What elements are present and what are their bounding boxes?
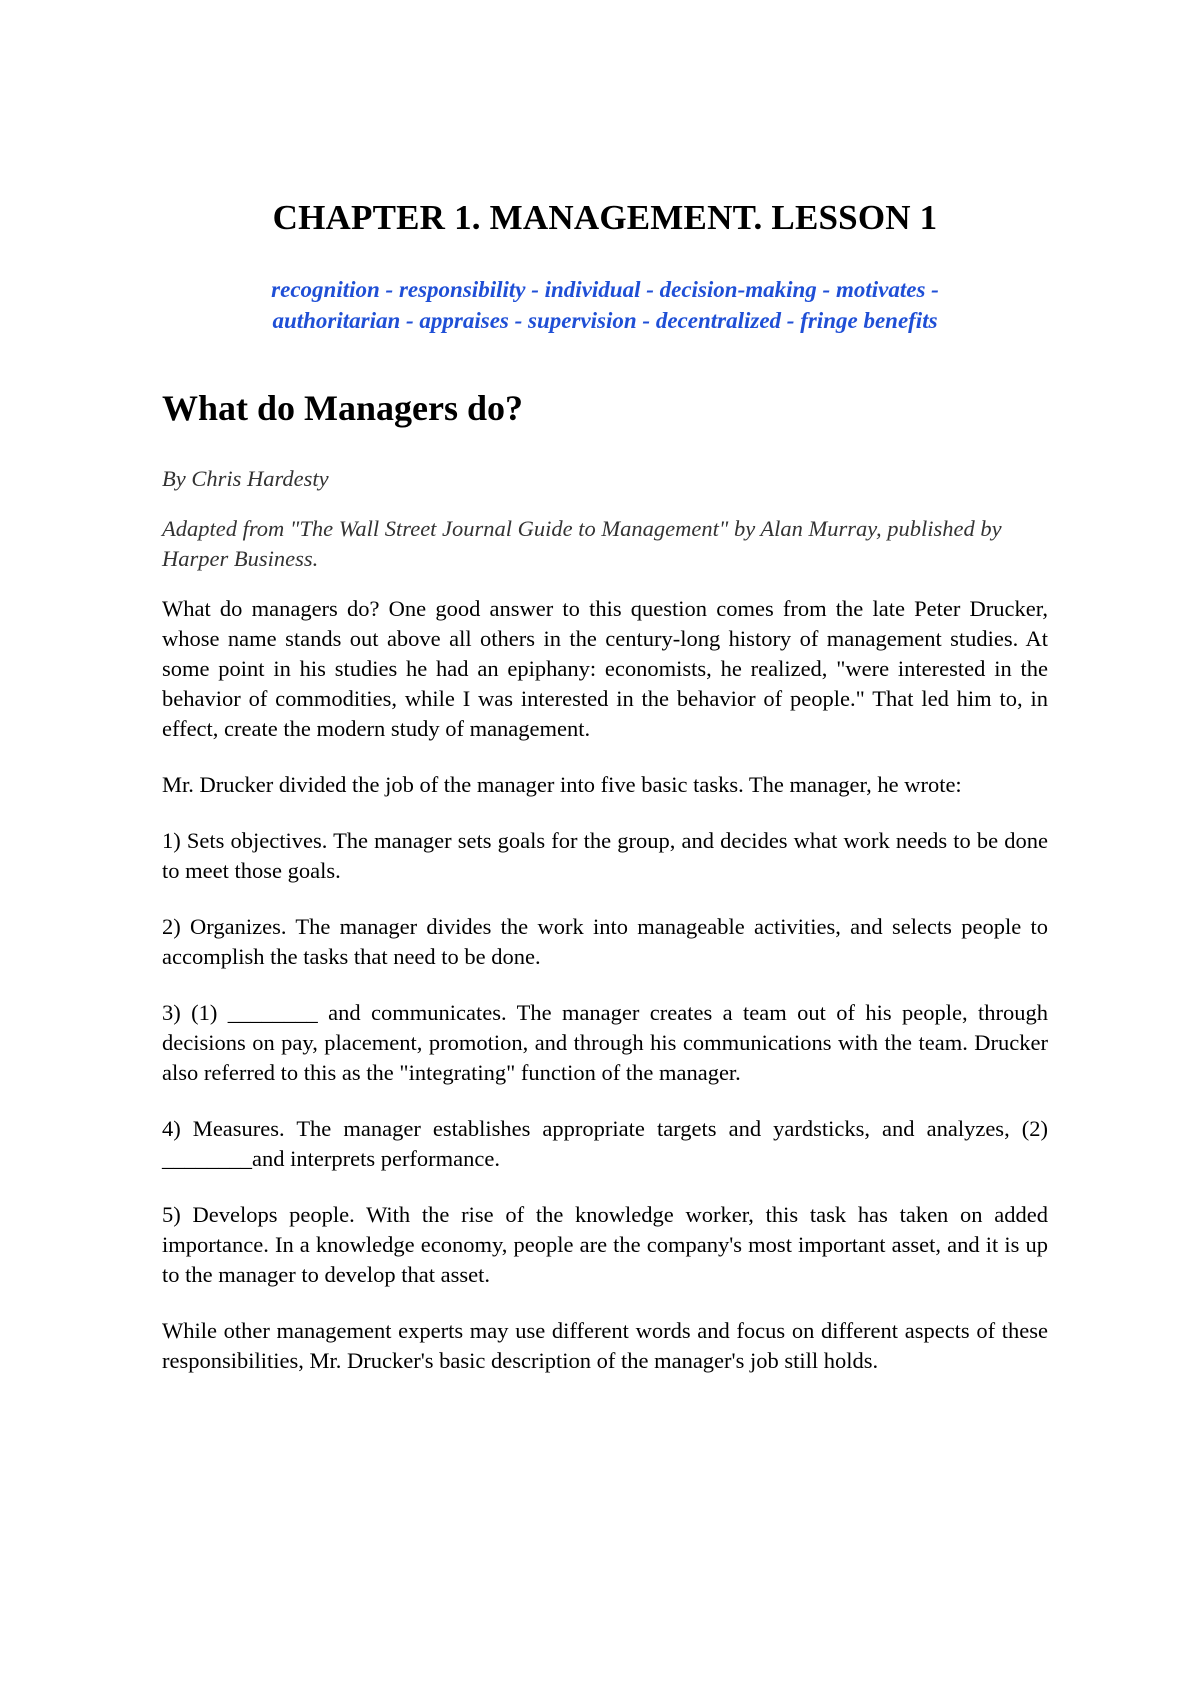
vocabulary-list	[162, 274, 1048, 336]
article-title: What do Managers do?	[162, 388, 524, 428]
paragraph-task-4: 4) Measures. The manager establishes appropriate targets and yardsticks, and analyzes, (2) ________and interprets performance.	[162, 1116, 1048, 1171]
vocabulary-line-1: recognition - responsibility - individual - decision-making - motivates -	[271, 277, 939, 302]
article-body	[162, 464, 1048, 1402]
paragraph-task-5: 5) Develops people. With the rise of the knowledge worker, this task has taken on added importance. In a knowledge economy, people are the company's most important asset, and it is up to the manager to develop that asset.	[162, 1202, 1048, 1287]
chapter-title: CHAPTER 1. MANAGEMENT. LESSON 1	[272, 198, 938, 237]
paragraph-tasks-intro: Mr. Drucker divided the job of the manager into five basic tasks. The manager, he wrote:	[162, 772, 962, 797]
paragraph-task-3: 3) (1) ________ and communicates. The manager creates a team out of his people, through decisions on pay, placement, promotion, and through his communications with the team. Drucker also referred to this as the "integrating" function of the manager.	[162, 1000, 1048, 1085]
vocabulary-line-2: authoritarian - appraises - supervision - decentralized - fringe benefits	[272, 308, 938, 333]
document-page	[162, 0, 1048, 1696]
article-byline: By Chris Hardesty	[162, 466, 329, 491]
paragraph-task-1: 1) Sets objectives. The manager sets goals for the group, and decides what work needs to be done to meet those goals.	[162, 828, 1048, 883]
paragraph-task-2: 2) Organizes. The manager divides the work into manageable activities, and selects people to accomplish the tasks that need to be done.	[162, 914, 1048, 969]
paragraph-conclusion: While other management experts may use different words and focus on different aspects of these responsibilities, Mr. Drucker's basic description of the manager's job still holds.	[162, 1318, 1048, 1373]
paragraph-intro: What do managers do? One good answer to this question comes from the late Peter Drucker, whose name stands out above all others in the century-long history of management studies. At some point in his studies he had an epiphany: economists, he realized, "were interested in the behavior of commodities, while I was interested in the behavior of people." That led him to, in effect, create the modern study of management.	[162, 596, 1048, 741]
article-source: Adapted from "The Wall Street Journal Guide to Management" by Alan Murray, published by Harper Business.	[162, 516, 1002, 571]
